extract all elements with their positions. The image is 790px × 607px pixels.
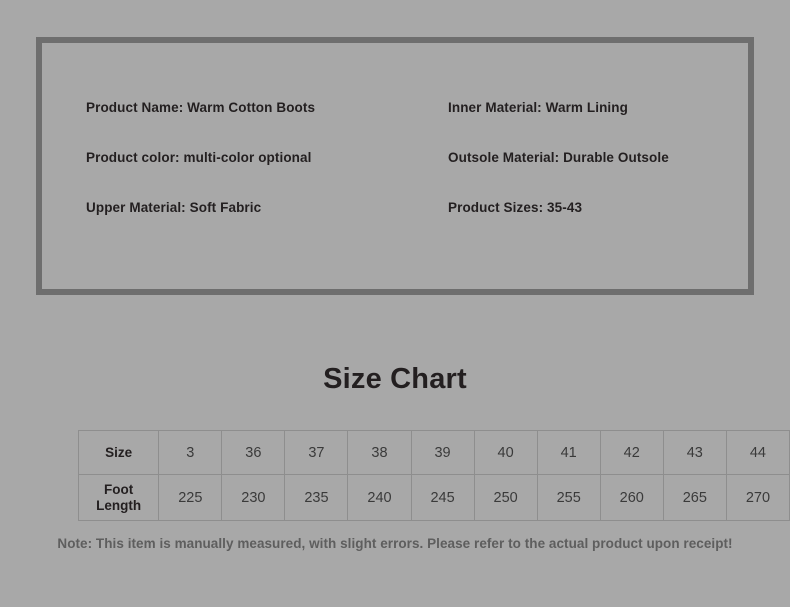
row-header-foot-length-line2: Length (96, 497, 142, 513)
foot-length-cell: 270 (726, 475, 789, 521)
foot-length-cell: 240 (348, 475, 411, 521)
spec-upper-material: Upper Material: Soft Fabric (86, 200, 262, 215)
size-chart-table (78, 430, 790, 521)
size-chart-title: Size Chart (323, 363, 467, 395)
product-spec-panel (36, 37, 754, 295)
table-row-size (79, 431, 790, 475)
row-header-foot-length-line1: Foot (104, 481, 134, 497)
size-cell: 43 (663, 431, 726, 475)
size-cell: 39 (411, 431, 474, 475)
foot-length-cell: 250 (474, 475, 537, 521)
foot-length-cell: 235 (285, 475, 348, 521)
size-cell: 38 (348, 431, 411, 475)
size-cell: 41 (537, 431, 600, 475)
size-chart-table-wrapper (78, 430, 771, 521)
size-cell: 3 (159, 431, 222, 475)
size-cell: 40 (474, 431, 537, 475)
size-cell: 37 (285, 431, 348, 475)
size-cell: 44 (726, 431, 789, 475)
spec-inner-material: Inner Material: Warm Lining (448, 100, 628, 115)
row-header-size: Size (79, 431, 159, 475)
table-row-foot-length (79, 475, 790, 521)
spec-product-name: Product Name: Warm Cotton Boots (86, 100, 316, 115)
spec-product-sizes: Product Sizes: 35-43 (448, 200, 583, 215)
size-cell: 42 (600, 431, 663, 475)
foot-length-cell: 265 (663, 475, 726, 521)
foot-length-cell: 260 (600, 475, 663, 521)
foot-length-cell: 225 (159, 475, 222, 521)
measurement-note: Note: This item is manually measured, with slight errors. Please refer to the actual product upon receipt! (57, 536, 733, 551)
foot-length-cell: 245 (411, 475, 474, 521)
size-cell: 36 (222, 431, 285, 475)
row-header-foot-length (79, 475, 159, 521)
foot-length-cell: 255 (537, 475, 600, 521)
spec-product-color: Product color: multi-color optional (86, 150, 312, 165)
spec-grid (86, 100, 706, 215)
spec-outsole-material: Outsole Material: Durable Outsole (448, 150, 669, 165)
foot-length-cell: 230 (222, 475, 285, 521)
